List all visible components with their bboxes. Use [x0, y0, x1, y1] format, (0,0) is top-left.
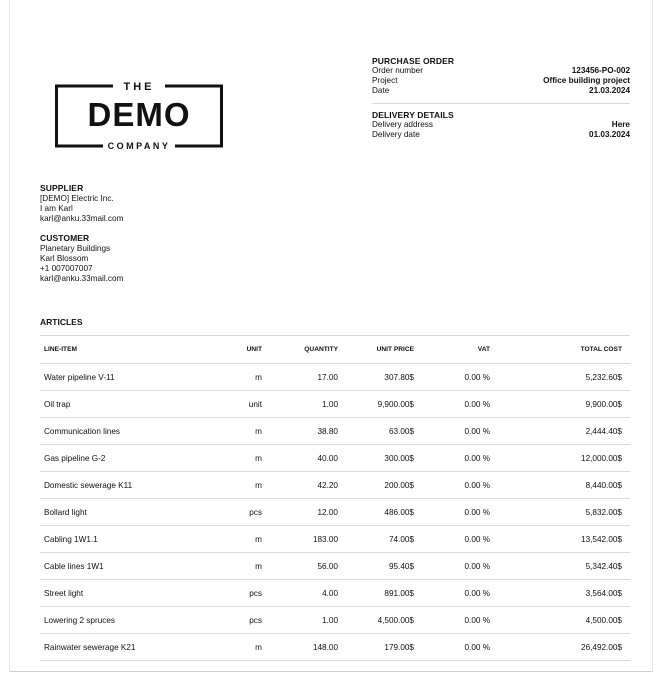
cell-total-cost: 2,444.40$ [585, 426, 622, 436]
field-value: 21.03.2024 [589, 86, 630, 95]
table-row [40, 634, 630, 661]
cell-unit: m [255, 426, 262, 436]
cell-total-cost: 26,492.00$ [581, 642, 622, 652]
cell-vat: 0.00 % [464, 642, 490, 652]
cell-vat: 0.00 % [464, 372, 490, 382]
field-label: Date [372, 86, 390, 95]
table-row [40, 445, 630, 472]
table-row [40, 499, 630, 526]
articles-table [40, 335, 630, 661]
table-row [40, 418, 630, 445]
cell-total-cost: 3,564.00$ [585, 588, 622, 598]
table-row [40, 580, 630, 607]
cell-vat: 0.00 % [464, 534, 490, 544]
cell-quantity: 12.00 [317, 507, 338, 517]
purchase-order-title: PURCHASE ORDER [372, 56, 455, 66]
cell-line-item: Oil trap [44, 399, 71, 409]
cell-quantity: 40.00 [317, 453, 338, 463]
cell-vat: 0.00 % [464, 561, 490, 571]
cell-line-item: Water pipeline V-11 [44, 372, 115, 382]
cell-unit: m [255, 534, 262, 544]
table-row [40, 553, 630, 580]
cell-vat: 0.00 % [464, 588, 490, 598]
table-row [40, 364, 630, 391]
cell-vat: 0.00 % [464, 507, 490, 517]
cell-vat: 0.00 % [464, 426, 490, 436]
supplier-line: [DEMO] Electric Inc. [40, 194, 114, 203]
cell-unit: m [255, 453, 262, 463]
customer-line: Karl Blossom [40, 254, 89, 263]
cell-unit: pcs [249, 507, 262, 517]
cell-unit-price: 74.00$ [388, 534, 414, 544]
supplier-line: karl@anku.33mail.com [40, 214, 124, 223]
logo-top-text: THE [123, 81, 155, 93]
cell-unit-price: 891.00$ [384, 588, 414, 598]
cell-line-item: Cable lines 1W1 [44, 561, 104, 571]
purchase-order-details [372, 56, 630, 140]
document-page [9, 0, 653, 672]
cell-quantity: 148.00 [312, 642, 338, 652]
cell-line-item: Lowering 2 spruces [44, 615, 115, 625]
header-unit-price: UNIT PRICE [376, 346, 414, 353]
cell-vat: 0.00 % [464, 480, 490, 490]
cell-unit: m [255, 642, 262, 652]
cell-unit-price: 9,900.00$ [377, 399, 414, 409]
cell-line-item: Communication lines [44, 426, 120, 436]
cell-total-cost: 5,232.60$ [585, 372, 622, 382]
cell-total-cost: 12,000.00$ [581, 453, 622, 463]
cell-vat: 0.00 % [464, 453, 490, 463]
supplier-title: SUPPLIER [40, 183, 84, 193]
cell-line-item: Bollard light [44, 507, 87, 517]
header-line-item: LINE-ITEM [44, 346, 77, 353]
cell-unit: pcs [249, 588, 262, 598]
logo-main-text: DEMO [87, 96, 191, 133]
delivery-date-row [372, 130, 630, 140]
customer-block [40, 233, 240, 284]
cell-quantity: 56.00 [317, 561, 338, 571]
field-label: Delivery address [372, 120, 433, 129]
cell-quantity: 1.00 [322, 399, 338, 409]
cell-quantity: 4.00 [322, 588, 338, 598]
project-row [372, 76, 630, 86]
cell-unit-price: 4,500.00$ [377, 615, 414, 625]
cell-unit: m [255, 372, 262, 382]
table-row [40, 526, 630, 553]
header-total-cost: TOTAL COST [580, 346, 622, 353]
delivery-details-title: DELIVERY DETAILS [372, 110, 454, 120]
customer-line: karl@anku.33mail.com [40, 274, 124, 283]
cell-unit: pcs [249, 615, 262, 625]
field-value: 01.03.2024 [589, 130, 630, 139]
cell-unit-price: 179.00$ [384, 642, 414, 652]
logo-bottom-text: COMPANY [107, 141, 171, 150]
cell-line-item: Street light [44, 588, 84, 598]
table-body [40, 364, 630, 661]
cell-unit: m [255, 561, 262, 571]
cell-unit-price: 307.80$ [384, 372, 414, 382]
divider [372, 103, 630, 104]
cell-quantity: 38.80 [317, 426, 338, 436]
cell-line-item: Cabling 1W1.1 [44, 534, 98, 544]
cell-total-cost: 9,900.00$ [585, 399, 622, 409]
cell-total-cost: 13,542.00$ [581, 534, 622, 544]
company-logo [55, 78, 223, 150]
supplier-block [40, 183, 240, 224]
field-value: 123456-PO-002 [571, 66, 630, 75]
cell-line-item: Gas pipeline G-2 [44, 453, 106, 463]
table-header-row [40, 336, 630, 364]
cell-quantity: 17.00 [317, 372, 338, 382]
header-unit: UNIT [246, 346, 262, 353]
customer-line: +1 007007007 [40, 264, 93, 273]
cell-unit-price: 300.00$ [384, 453, 414, 463]
cell-total-cost: 5,832.00$ [585, 507, 622, 517]
customer-line: Planetary Buildings [40, 244, 111, 253]
customer-title: CUSTOMER [40, 233, 90, 243]
cell-line-item: Rainwater sewerage K21 [44, 642, 136, 652]
cell-unit: m [255, 480, 262, 490]
cell-unit: unit [248, 399, 262, 409]
delivery-address-row [372, 120, 630, 130]
cell-unit-price: 63.00$ [388, 426, 414, 436]
cell-total-cost: 8,440.00$ [585, 480, 622, 490]
articles-title: ARTICLES [40, 317, 83, 327]
field-value: Here [611, 120, 630, 129]
table-row [40, 607, 630, 634]
header-vat: VAT [477, 346, 490, 353]
cell-quantity: 183.00 [312, 534, 338, 544]
field-label: Order number [372, 66, 423, 75]
cell-quantity: 42.20 [317, 480, 338, 490]
cell-line-item: Domestic sewerage K11 [44, 480, 133, 490]
table-row [40, 472, 630, 499]
cell-quantity: 1.00 [322, 615, 338, 625]
field-label: Project [372, 76, 398, 85]
cell-unit-price: 486.00$ [384, 507, 414, 517]
cell-unit-price: 95.40$ [388, 561, 414, 571]
cell-vat: 0.00 % [464, 615, 490, 625]
field-label: Delivery date [372, 130, 420, 139]
cell-total-cost: 4,500.00$ [585, 615, 622, 625]
field-value: Office building project [543, 76, 630, 85]
cell-total-cost: 5,342.40$ [585, 561, 622, 571]
table-row [40, 391, 630, 418]
cell-vat: 0.00 % [464, 399, 490, 409]
date-row [372, 86, 630, 96]
order-number-row [372, 66, 630, 76]
supplier-line: I am Karl [40, 204, 73, 213]
cell-unit-price: 200.00$ [384, 480, 414, 490]
header-quantity: QUANTITY [304, 346, 338, 353]
